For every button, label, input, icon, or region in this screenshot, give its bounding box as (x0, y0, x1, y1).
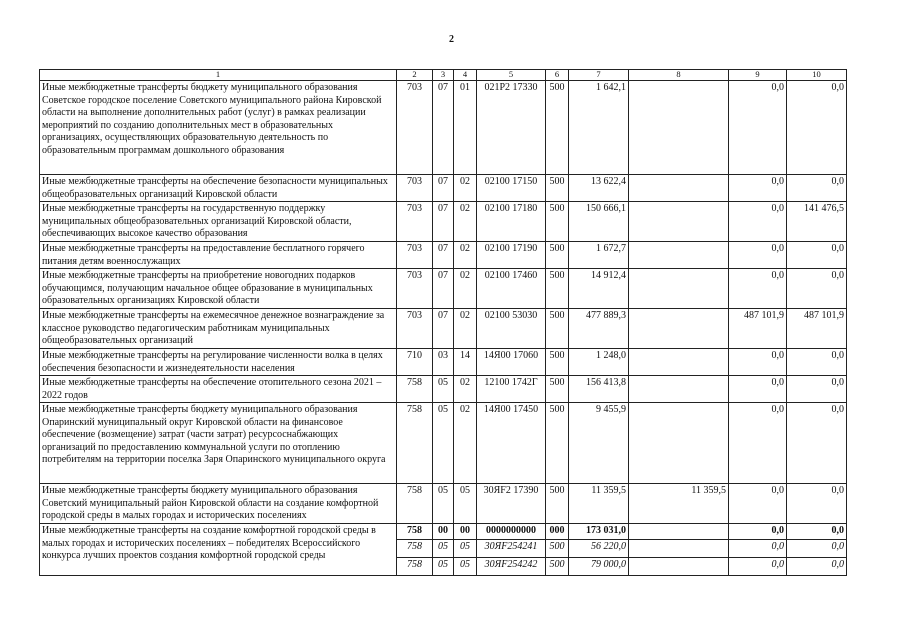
value-cell: 141 476,5 (787, 202, 847, 242)
value-cell: 05 (454, 484, 477, 524)
value-cell: 500 (546, 484, 569, 524)
header-cell: 9 (729, 70, 787, 81)
value-cell: 703 (397, 175, 433, 202)
description-cell: Иные межбюджетные трансферты на регулирование численности волка в целях обеспечения безопасности и жизнедеятельности населения (40, 349, 397, 376)
value-cell: 07 (433, 242, 454, 269)
value-cell: 500 (546, 540, 569, 558)
value-cell: 02 (454, 403, 477, 484)
header-cell: 5 (477, 70, 546, 81)
value-cell: 0,0 (729, 484, 787, 524)
value-cell (629, 524, 729, 540)
value-cell: 07 (433, 309, 454, 349)
header-cell: 1 (40, 70, 397, 81)
value-cell: 500 (546, 349, 569, 376)
value-cell: 0,0 (787, 81, 847, 175)
table-row (40, 269, 847, 309)
page-number: 2 (449, 34, 454, 45)
description-cell: Иные межбюджетные трансферты на обеспечение отопительного сезона 2021 – 2022 годов (40, 376, 397, 403)
value-cell: 05 (433, 484, 454, 524)
value-cell: 14Я00 17060 (477, 349, 546, 376)
value-cell: 0,0 (729, 202, 787, 242)
value-cell: 02100 17150 (477, 175, 546, 202)
value-cell: 02 (454, 175, 477, 202)
budget-table (39, 69, 847, 576)
value-cell: 487 101,9 (729, 309, 787, 349)
description-cell: Иные межбюджетные трансферты на создание комфортной городской среды в малых городах и исторических поселениях – победителях Всероссийского конкурса лучших проектов создания комфортной городской среды (40, 524, 397, 576)
value-cell (629, 81, 729, 175)
value-cell: 758 (397, 558, 433, 576)
value-cell: 0,0 (729, 349, 787, 376)
value-cell (629, 349, 729, 376)
value-cell: 79 000,0 (569, 558, 629, 576)
value-cell: 0,0 (729, 376, 787, 403)
table-row (40, 81, 847, 175)
value-cell: 156 413,8 (569, 376, 629, 403)
value-cell: 05 (433, 540, 454, 558)
value-cell (629, 269, 729, 309)
value-cell: 500 (546, 202, 569, 242)
value-cell: 01 (454, 81, 477, 175)
value-cell: 02100 17460 (477, 269, 546, 309)
value-cell: 14 912,4 (569, 269, 629, 309)
header-cell: 8 (629, 70, 729, 81)
value-cell: 9 455,9 (569, 403, 629, 484)
value-cell: 710 (397, 349, 433, 376)
value-cell: 0,0 (729, 540, 787, 558)
value-cell: 500 (546, 309, 569, 349)
description-cell: Иные межбюджетные трансферты на предоставление бесплатного горячего питания детям военнослужащих (40, 242, 397, 269)
value-cell: 500 (546, 403, 569, 484)
value-cell (629, 175, 729, 202)
value-cell: 150 666,1 (569, 202, 629, 242)
value-cell: 12100 1742Г (477, 376, 546, 403)
value-cell: 05 (454, 540, 477, 558)
value-cell: 14 (454, 349, 477, 376)
value-cell: 07 (433, 202, 454, 242)
value-cell: 758 (397, 540, 433, 558)
value-cell: 02100 17190 (477, 242, 546, 269)
value-cell: 05 (433, 376, 454, 403)
value-cell: 02 (454, 269, 477, 309)
table-row (40, 484, 847, 524)
value-cell (629, 376, 729, 403)
value-cell: 0,0 (787, 484, 847, 524)
value-cell: 00 (454, 524, 477, 540)
table-row (40, 242, 847, 269)
value-cell: 0,0 (729, 175, 787, 202)
header-cell: 7 (569, 70, 629, 81)
value-cell: 500 (546, 558, 569, 576)
value-cell: 02 (454, 202, 477, 242)
value-cell: 0,0 (787, 175, 847, 202)
value-cell: 703 (397, 309, 433, 349)
value-cell: 0,0 (787, 558, 847, 576)
value-cell: 1 672,7 (569, 242, 629, 269)
value-cell: 0,0 (787, 403, 847, 484)
value-cell: 0,0 (729, 403, 787, 484)
value-cell (629, 558, 729, 576)
value-cell: 500 (546, 376, 569, 403)
value-cell: 11 359,5 (569, 484, 629, 524)
description-cell: Иные межбюджетные трансферты на приобретение новогодних подарков обучающимся, получающим начальное общее образование в муниципальных образовательных организациях Кировской области (40, 269, 397, 309)
value-cell: 02 (454, 376, 477, 403)
value-cell: 0,0 (729, 524, 787, 540)
value-cell: 173 031,0 (569, 524, 629, 540)
value-cell: 30ЯF254242 (477, 558, 546, 576)
value-cell: 02 (454, 309, 477, 349)
description-cell: Иные межбюджетные трансферты бюджету муниципального образования Советский муниципальный район Кировской области на создание комфортной городской среды в малых городах и исторических поселениях (40, 484, 397, 524)
value-cell (629, 540, 729, 558)
value-cell: 0000000000 (477, 524, 546, 540)
value-cell: 0,0 (729, 242, 787, 269)
group-total-row (40, 524, 847, 540)
value-cell: 11 359,5 (629, 484, 729, 524)
table-row (40, 175, 847, 202)
value-cell: 703 (397, 202, 433, 242)
header-cell: 6 (546, 70, 569, 81)
value-cell: 500 (546, 242, 569, 269)
value-cell: 0,0 (787, 269, 847, 309)
value-cell: 0,0 (787, 524, 847, 540)
value-cell: 07 (433, 269, 454, 309)
value-cell: 758 (397, 484, 433, 524)
header-cell: 2 (397, 70, 433, 81)
value-cell: 0,0 (787, 376, 847, 403)
value-cell: 021Р2 17330 (477, 81, 546, 175)
value-cell: 05 (433, 558, 454, 576)
value-cell: 02100 17180 (477, 202, 546, 242)
value-cell: 05 (454, 558, 477, 576)
value-cell: 500 (546, 269, 569, 309)
value-cell (629, 202, 729, 242)
value-cell: 0,0 (729, 269, 787, 309)
description-cell: Иные межбюджетные трансферты на ежемесячное денежное вознаграждение за классное руководство педагогическим работникам муниципальных общеобразовательных организаций (40, 309, 397, 349)
value-cell: 1 642,1 (569, 81, 629, 175)
table-row (40, 309, 847, 349)
value-cell: 02 (454, 242, 477, 269)
value-cell: 00 (433, 524, 454, 540)
value-cell: 703 (397, 81, 433, 175)
value-cell: 0,0 (729, 558, 787, 576)
value-cell: 703 (397, 269, 433, 309)
value-cell: 0,0 (729, 81, 787, 175)
value-cell: 56 220,0 (569, 540, 629, 558)
header-cell: 10 (787, 70, 847, 81)
value-cell (629, 309, 729, 349)
table-row (40, 376, 847, 403)
header-cell: 3 (433, 70, 454, 81)
value-cell: 0,0 (787, 242, 847, 269)
value-cell: 487 101,9 (787, 309, 847, 349)
value-cell: 07 (433, 175, 454, 202)
value-cell: 500 (546, 81, 569, 175)
table-row (40, 349, 847, 376)
value-cell: 1 248,0 (569, 349, 629, 376)
value-cell: 05 (433, 403, 454, 484)
value-cell: 758 (397, 403, 433, 484)
value-cell: 703 (397, 242, 433, 269)
value-cell: 14Я00 17450 (477, 403, 546, 484)
value-cell: 758 (397, 376, 433, 403)
value-cell: 30ЯF2 17390 (477, 484, 546, 524)
value-cell: 30ЯF254241 (477, 540, 546, 558)
header-row (40, 70, 847, 81)
description-cell: Иные межбюджетные трансферты на обеспечение безопасности муниципальных общеобразовательных организаций Кировской области (40, 175, 397, 202)
value-cell (629, 242, 729, 269)
value-cell: 03 (433, 349, 454, 376)
value-cell: 0,0 (787, 349, 847, 376)
description-cell: Иные межбюджетные трансферты бюджету муниципального образования Опаринский муниципальный округ Кировской области на финансовое обеспечение (возмещение) затрат (части затрат) ресурсоснабжающих организаций по предоставлению коммунальной услуги по отоплению потребителям на территории поселка Заря Опаринского муниципального округа (40, 403, 397, 484)
value-cell: 07 (433, 81, 454, 175)
value-cell: 477 889,3 (569, 309, 629, 349)
value-cell: 0,0 (787, 540, 847, 558)
value-cell: 758 (397, 524, 433, 540)
table-row (40, 403, 847, 484)
value-cell: 13 622,4 (569, 175, 629, 202)
description-cell: Иные межбюджетные трансферты на государственную поддержку муниципальных общеобразовательных организаций Кировской области, обеспечивающих высокое качество образования (40, 202, 397, 242)
value-cell: 02100 53030 (477, 309, 546, 349)
value-cell (629, 403, 729, 484)
table-row (40, 202, 847, 242)
value-cell: 500 (546, 175, 569, 202)
header-cell: 4 (454, 70, 477, 81)
value-cell: 000 (546, 524, 569, 540)
description-cell: Иные межбюджетные трансферты бюджету муниципального образования Советское городское поселение Советского муниципального района Кировской области на выполнение дополнительных работ (услуг) в рамках реализации мероприятий по созданию дополнительных мест в образовательных организациях, осуществляющих образовательную деятельность по образовательным программам дошкольного образования (40, 81, 397, 175)
